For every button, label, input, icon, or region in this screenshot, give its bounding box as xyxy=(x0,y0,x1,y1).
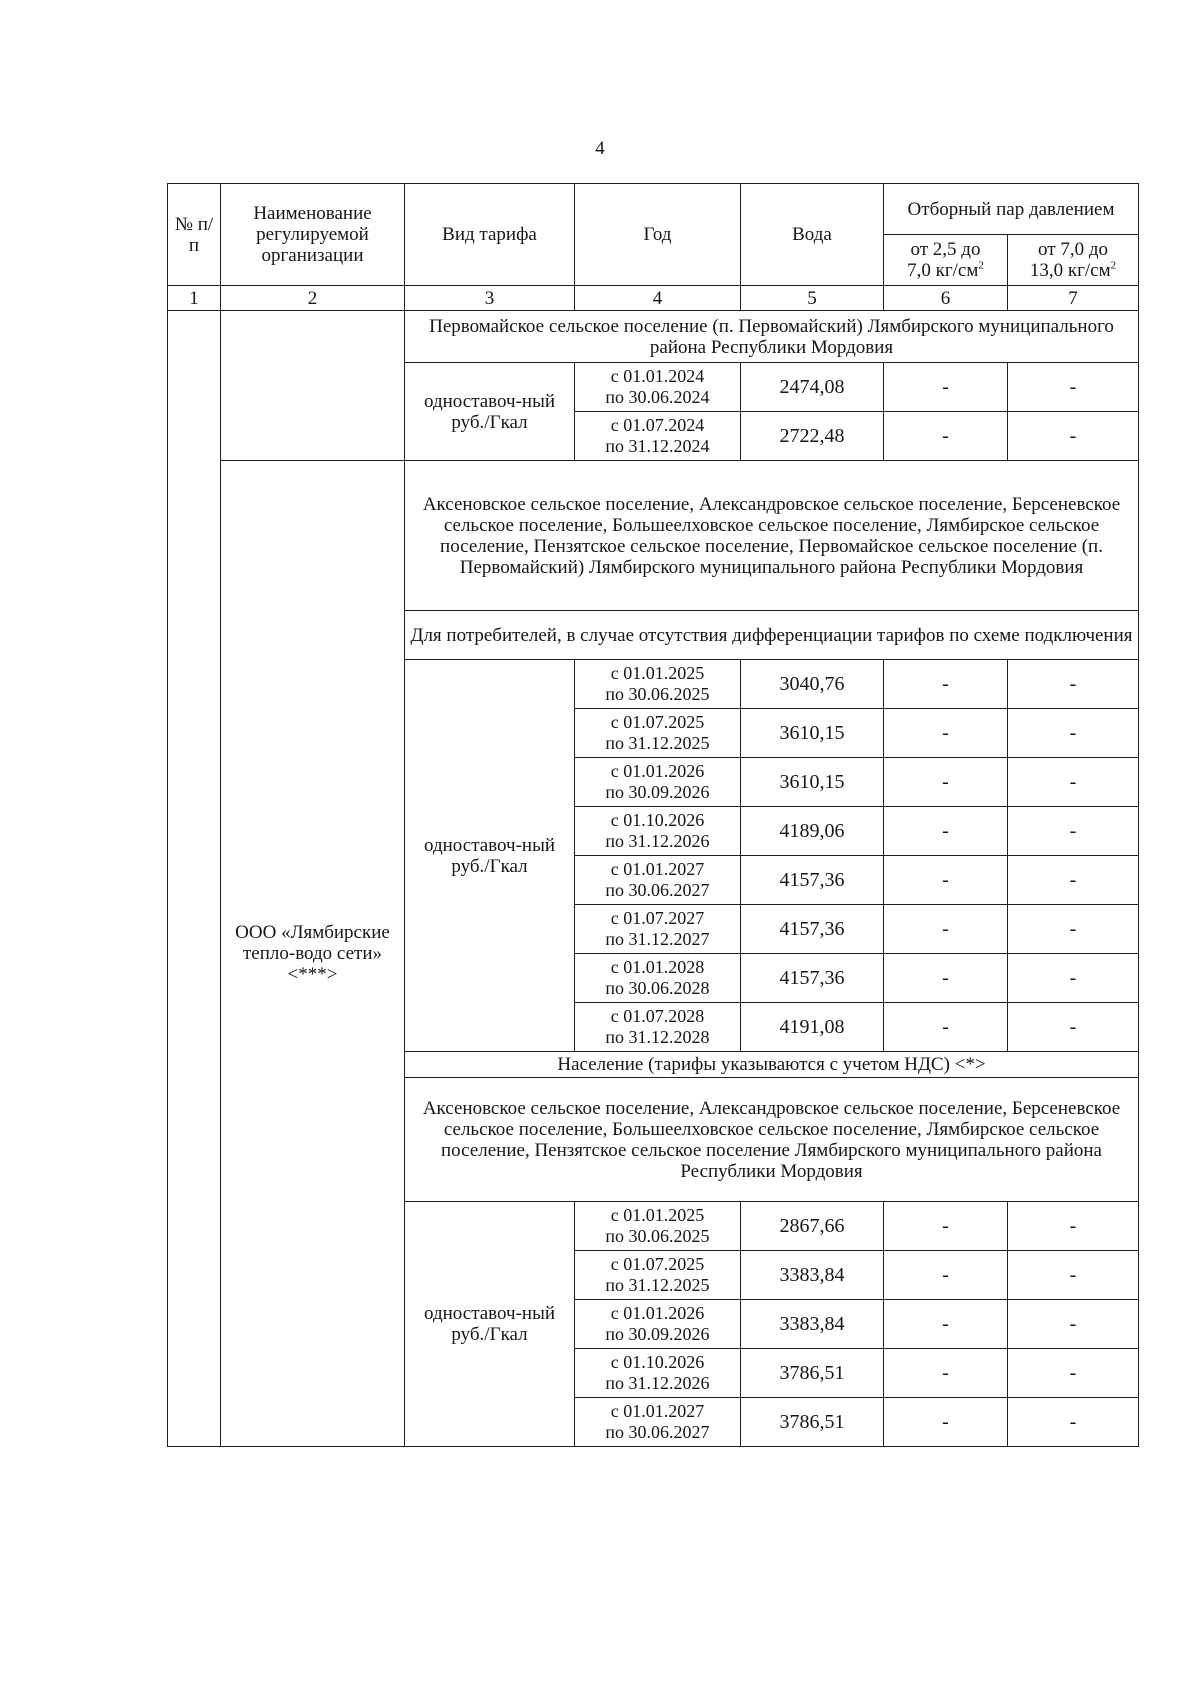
period-to: по 31.12.2024 xyxy=(605,436,710,456)
period-from: с 01.10.2026 xyxy=(610,810,705,830)
column-number: 4 xyxy=(575,286,741,311)
steam-7-13-value: - xyxy=(1008,1398,1139,1447)
organization-cell-empty xyxy=(221,311,405,461)
period-from: с 01.01.2025 xyxy=(610,1205,705,1225)
steam-7-13-value: - xyxy=(1008,1202,1139,1251)
organization-name: ООО «Лямбирские тепло-водо сети» <***> xyxy=(221,461,405,1447)
steam-2-5-7-value: - xyxy=(884,856,1008,905)
header-steam-b-line1: от 7,0 до xyxy=(1038,239,1108,260)
unit-superscript: 2 xyxy=(1110,259,1117,272)
period-to: по 30.06.2027 xyxy=(605,880,710,900)
period-from: с 01.01.2027 xyxy=(610,859,705,879)
steam-2-5-7-value: - xyxy=(884,363,1008,412)
period-from: с 01.10.2026 xyxy=(610,1352,705,1372)
column-number: 1 xyxy=(168,286,221,311)
water-tariff-value: 2474,08 xyxy=(741,363,884,412)
period-to: по 31.12.2028 xyxy=(605,1027,710,1047)
header-steam-a-line2: 7,0 кг/см xyxy=(907,260,979,281)
steam-7-13-value: - xyxy=(1008,807,1139,856)
header-tariff-type: Вид тарифа xyxy=(405,184,575,286)
steam-2-5-7-value: - xyxy=(884,1300,1008,1349)
tariff-type-cell: одноставоч-ный руб./Гкал xyxy=(405,1202,575,1447)
population-title: Население (тарифы указываются с учетом НДС) <*> xyxy=(405,1052,1139,1078)
header-water: Вода xyxy=(741,184,884,286)
steam-2-5-7-value: - xyxy=(884,758,1008,807)
water-tariff-value: 4189,06 xyxy=(741,807,884,856)
period-from: с 01.01.2026 xyxy=(610,1303,705,1323)
header-year: Год xyxy=(575,184,741,286)
steam-2-5-7-value: - xyxy=(884,807,1008,856)
header-steam-b-line2: 13,0 кг/см xyxy=(1029,260,1111,281)
period-cell xyxy=(575,1202,741,1251)
steam-7-13-value: - xyxy=(1008,1300,1139,1349)
period-to: по 31.12.2026 xyxy=(605,1373,710,1393)
period-from: с 01.07.2027 xyxy=(610,908,705,928)
steam-7-13-value: - xyxy=(1008,412,1139,461)
period-to: по 30.06.2028 xyxy=(605,978,710,998)
water-tariff-value: 4157,36 xyxy=(741,856,884,905)
header-steam-group: Отборный пар давлением xyxy=(884,184,1139,235)
section-title: Первомайское сельское поселение (п. Первомайский) Лямбирского муниципального района Республики Мордовия xyxy=(405,311,1139,363)
period-to: по 30.09.2026 xyxy=(605,782,710,802)
period-from: с 01.01.2028 xyxy=(610,957,705,977)
column-number: 2 xyxy=(221,286,405,311)
period-to: по 30.06.2025 xyxy=(605,1226,710,1246)
tariff-table xyxy=(167,183,1139,1447)
period-from: с 01.01.2024 xyxy=(610,366,705,386)
period-cell xyxy=(575,1003,741,1052)
period-cell xyxy=(575,807,741,856)
steam-2-5-7-value: - xyxy=(884,1251,1008,1300)
steam-2-5-7-value: - xyxy=(884,660,1008,709)
period-to: по 31.12.2027 xyxy=(605,929,710,949)
steam-7-13-value: - xyxy=(1008,954,1139,1003)
water-tariff-value: 3383,84 xyxy=(741,1251,884,1300)
period-to: по 30.06.2027 xyxy=(605,1422,710,1442)
steam-7-13-value: - xyxy=(1008,856,1139,905)
period-from: с 01.07.2028 xyxy=(610,1006,705,1026)
water-tariff-value: 3786,51 xyxy=(741,1349,884,1398)
steam-2-5-7-value: - xyxy=(884,412,1008,461)
period-from: с 01.01.2025 xyxy=(610,663,705,683)
steam-7-13-value: - xyxy=(1008,758,1139,807)
period-cell xyxy=(575,954,741,1003)
water-tariff-value: 3610,15 xyxy=(741,709,884,758)
water-tariff-value: 3786,51 xyxy=(741,1398,884,1447)
column-number: 7 xyxy=(1008,286,1139,311)
steam-7-13-value: - xyxy=(1008,1251,1139,1300)
steam-2-5-7-value: - xyxy=(884,709,1008,758)
water-tariff-value: 2867,66 xyxy=(741,1202,884,1251)
water-tariff-value: 4157,36 xyxy=(741,905,884,954)
period-cell xyxy=(575,856,741,905)
steam-7-13-value: - xyxy=(1008,1003,1139,1052)
steam-2-5-7-value: - xyxy=(884,1202,1008,1251)
period-to: по 30.06.2024 xyxy=(605,387,710,407)
period-from: с 01.07.2025 xyxy=(610,1254,705,1274)
section-row xyxy=(168,461,1139,611)
period-to: по 31.12.2025 xyxy=(605,1275,710,1295)
steam-2-5-7-value: - xyxy=(884,1349,1008,1398)
steam-2-5-7-value: - xyxy=(884,1003,1008,1052)
period-cell xyxy=(575,1349,741,1398)
header-steam-2-5-7 xyxy=(884,235,1008,286)
section-row xyxy=(168,311,1139,363)
header-steam-7-13 xyxy=(1008,235,1139,286)
steam-2-5-7-value: - xyxy=(884,1398,1008,1447)
period-cell xyxy=(575,1251,741,1300)
subsection-title: Для потребителей, в случае отсутствия дифференциации тарифов по схеме подключения xyxy=(405,611,1139,660)
period-cell xyxy=(575,1398,741,1447)
water-tariff-value: 4191,08 xyxy=(741,1003,884,1052)
section-title: Аксеновское сельское поселение, Александровское сельское поселение, Берсеневское сельское поселение, Большеелховское сельское поселение, Лямбирское сельское поселение, Пензятское сельское поселение Лямбирского муниципального района Республики Мордовия xyxy=(405,1078,1139,1202)
unit-superscript: 2 xyxy=(978,259,984,272)
period-from: с 01.01.2027 xyxy=(610,1401,705,1421)
steam-7-13-value: - xyxy=(1008,905,1139,954)
tariff-table-body xyxy=(168,184,1139,1447)
period-to: по 31.12.2026 xyxy=(605,831,710,851)
tariff-type-cell: одноставоч-ный руб./Гкал xyxy=(405,660,575,1052)
header-num: № п/п xyxy=(168,184,221,286)
column-number: 5 xyxy=(741,286,884,311)
period-to: по 31.12.2025 xyxy=(605,733,710,753)
column-number-row xyxy=(168,286,1139,311)
steam-7-13-value: - xyxy=(1008,1349,1139,1398)
water-tariff-value: 2722,48 xyxy=(741,412,884,461)
water-tariff-value: 3040,76 xyxy=(741,660,884,709)
steam-2-5-7-value: - xyxy=(884,954,1008,1003)
period-cell xyxy=(575,709,741,758)
page-number: 4 xyxy=(595,138,605,159)
header-row xyxy=(168,184,1139,235)
period-cell xyxy=(575,412,741,461)
period-to: по 30.09.2026 xyxy=(605,1324,710,1344)
steam-7-13-value: - xyxy=(1008,709,1139,758)
period-from: с 01.01.2026 xyxy=(610,761,705,781)
period-from: с 01.07.2024 xyxy=(610,415,705,435)
column-number: 6 xyxy=(884,286,1008,311)
period-from: с 01.07.2025 xyxy=(610,712,705,732)
tariff-type-cell: одноставоч-ный руб./Гкал xyxy=(405,363,575,461)
header-steam-a-line1: от 2,5 до xyxy=(910,239,981,260)
column-number: 3 xyxy=(405,286,575,311)
period-to: по 30.06.2025 xyxy=(605,684,710,704)
water-tariff-value: 3383,84 xyxy=(741,1300,884,1349)
section-title: Аксеновское сельское поселение, Александровское сельское поселение, Берсеневское сельское поселение, Большеелховское сельское поселение, Лямбирское сельское поселение, Пензятское сельское поселение, Первомайское сельское поселение (п. Первомайский) Лямбирского муниципального района Республики Мордовия xyxy=(405,461,1139,611)
period-cell xyxy=(575,660,741,709)
period-cell xyxy=(575,1300,741,1349)
steam-2-5-7-value: - xyxy=(884,905,1008,954)
period-cell xyxy=(575,905,741,954)
water-tariff-value: 3610,15 xyxy=(741,758,884,807)
period-cell xyxy=(575,363,741,412)
steam-7-13-value: - xyxy=(1008,363,1139,412)
header-organization: Наименование регулируемой организации xyxy=(221,184,405,286)
steam-7-13-value: - xyxy=(1008,660,1139,709)
water-tariff-value: 4157,36 xyxy=(741,954,884,1003)
row-number-cell xyxy=(168,311,221,1447)
period-cell xyxy=(575,758,741,807)
